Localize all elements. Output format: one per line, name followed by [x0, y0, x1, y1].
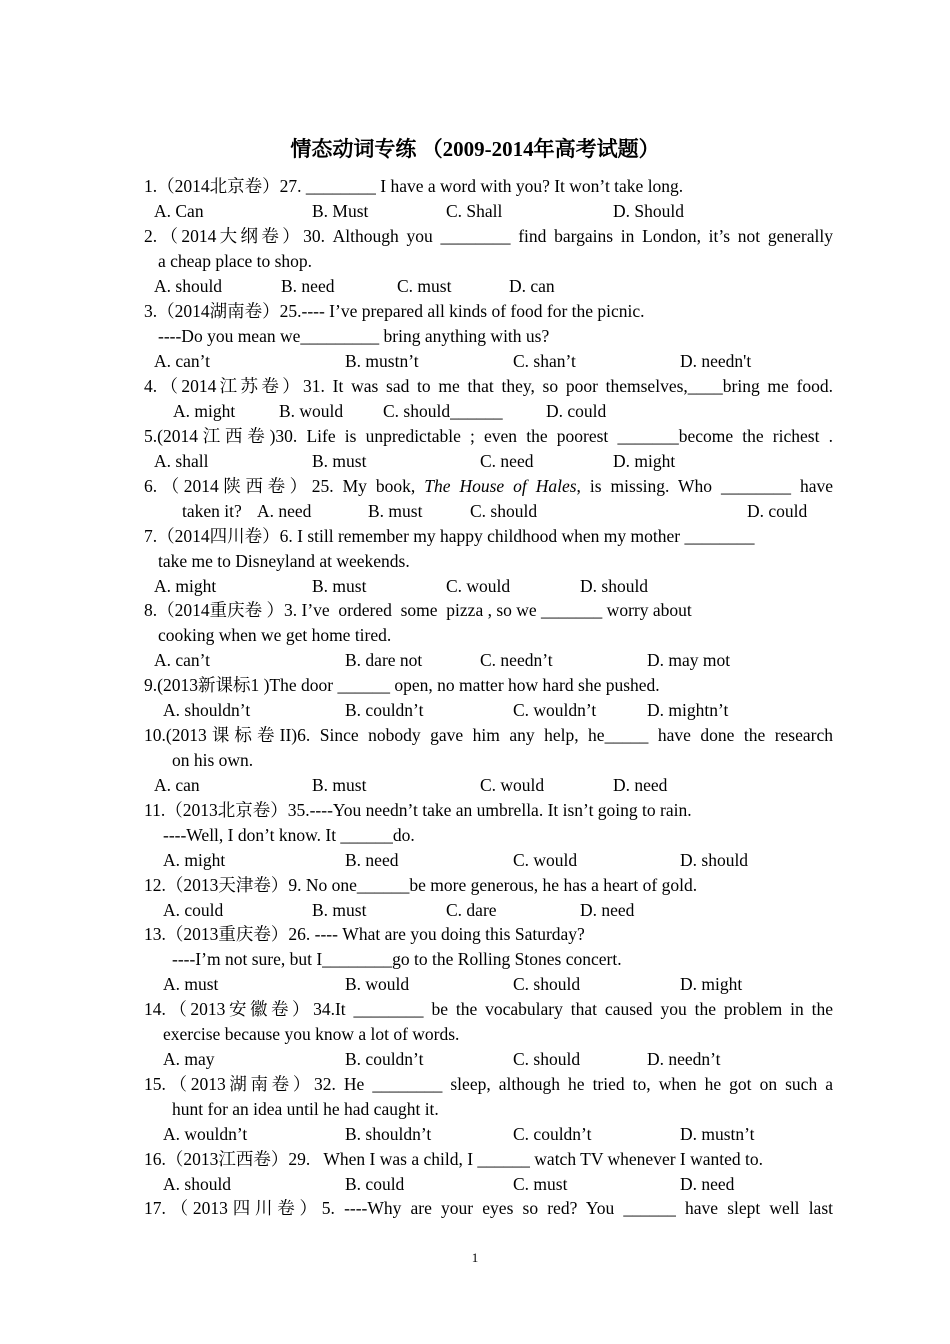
question-1-option-d: D. Should	[613, 201, 684, 221]
question-17-stem: 17.（2013四川卷）5. ----Why are your eyes so red? You ______ have slept well last	[144, 1198, 833, 1218]
question-9-option-d: D. mightn’t	[647, 700, 729, 720]
question-15-stem: 15.（2013湖南卷）32. He ________ sleep, although he tried to, when he got on such a	[144, 1074, 833, 1094]
question-3-option-b: B. mustn’t	[345, 351, 419, 371]
question-10-stem: 10.(2013课标卷II)6. Since nobody gave him any help, he_____ have done the research	[144, 725, 833, 745]
question-7-stem: 7.（2014四川卷）6. I still remember my happy childhood when my mother ________	[144, 526, 755, 546]
question-14-stem-cont: exercise because you know a lot of words.	[163, 1024, 460, 1044]
question-8-stem: 8.（2014重庆卷 ）3. I’ve ordered some pizza , so we _______ worry about	[144, 600, 692, 620]
question-12-option-c: C. dare	[446, 900, 497, 920]
book-title: The House of Hales	[424, 476, 577, 496]
question-13-stem-cont: ----I’m not sure, but I________go to the Rolling Stones concert.	[172, 949, 622, 969]
question-16-option-b: B. could	[345, 1174, 405, 1194]
question-8-option-a: A. can’t	[154, 650, 211, 670]
question-11-stem-cont: ----Well, I don’t know. It ______do.	[163, 825, 415, 845]
question-6-stem-post: , is missing. Who ________ have	[576, 476, 833, 496]
question-5-option-a: A. shall	[154, 451, 209, 471]
question-2-option-c: C. must	[397, 276, 452, 296]
question-12-option-b: B. must	[312, 900, 367, 920]
question-8-option-d: D. may mot	[647, 650, 731, 670]
question-12-option-a: A. could	[163, 900, 224, 920]
question-7-option-a: A. might	[154, 576, 217, 596]
question-5-option-b: B. must	[312, 451, 367, 471]
question-3-option-d: D. needn't	[680, 351, 752, 371]
question-6-option-d: D. could	[747, 501, 808, 521]
question-10-option-d: D. need	[613, 775, 668, 795]
question-13-option-a: A. must	[163, 974, 219, 994]
question-2-option-d: D. can	[509, 276, 555, 296]
question-6-stem-cont: taken it?	[182, 501, 242, 521]
question-1-stem: 1.（2014北京卷）27. ________ I have a word with you? It won’t take long.	[144, 176, 684, 196]
question-15-option-d: D. mustn’t	[680, 1124, 755, 1144]
page-number: 1	[471, 1250, 479, 1265]
question-10-option-c: C. would	[480, 775, 545, 795]
question-14-option-c: C. should	[513, 1049, 581, 1069]
question-3-option-c: C. shan’t	[513, 351, 576, 371]
question-13-option-d: D. might	[680, 974, 743, 994]
question-11-option-a: A. might	[163, 850, 226, 870]
question-3-stem-cont: ----Do you mean we_________ bring anything with us?	[158, 326, 550, 346]
question-7-option-b: B. must	[312, 576, 367, 596]
question-4-stem: 4.（2014江苏卷）31. It was sad to me that they, so poor themselves,____bring me food.	[144, 376, 833, 396]
question-6-option-b: B. must	[368, 501, 423, 521]
question-1-option-b: B. Must	[312, 201, 369, 221]
question-12-option-d: D. need	[580, 900, 635, 920]
question-4-option-b: B. would	[279, 401, 344, 421]
question-9-option-a: A. shouldn’t	[163, 700, 251, 720]
question-6-option-c: C. should	[470, 501, 538, 521]
question-10-option-a: A. can	[154, 775, 200, 795]
question-11-option-d: D. should	[680, 850, 749, 870]
question-6-stem	[144, 475, 833, 497]
question-14-option-a: A. may	[163, 1049, 215, 1069]
question-16-stem: 16.（2013江西卷）29. When I was a child, I ______ watch TV whenever I wanted to.	[144, 1149, 764, 1169]
question-16-option-c: C. must	[513, 1174, 568, 1194]
question-8-stem-cont: cooking when we get home tired.	[158, 625, 392, 645]
question-7-option-c: C. would	[446, 576, 511, 596]
question-15-stem-cont: hunt for an idea until he had caught it.	[172, 1099, 439, 1119]
question-2-stem-cont: a cheap place to shop.	[158, 251, 313, 271]
question-11-stem: 11.（2013北京卷）35.----You needn’t take an umbrella. It isn’t going to rain.	[144, 800, 692, 820]
page-title: 情态动词专练 （2009-2014年高考试题）	[290, 137, 660, 161]
question-4-option-d: D. could	[546, 401, 607, 421]
question-16-option-d: D. need	[680, 1174, 735, 1194]
question-2-stem: 2.（2014大纲卷）30. Although you ________ find bargains in London, it’s not generally	[144, 226, 833, 246]
question-13-option-b: B. would	[345, 974, 410, 994]
question-14-option-d: D. needn’t	[647, 1049, 721, 1069]
question-7-stem-cont: take me to Disneyland at weekends.	[158, 551, 410, 571]
question-1-option-a: A. Can	[154, 201, 204, 221]
question-5-option-d: D. might	[613, 451, 676, 471]
question-10-option-b: B. must	[312, 775, 367, 795]
question-15-option-b: B. shouldn’t	[345, 1124, 432, 1144]
question-3-stem: 3.（2014湖南卷）25.---- I’ve prepared all kinds of food for the picnic.	[144, 301, 645, 321]
question-6-option-a: A. need	[257, 501, 312, 521]
question-1-option-c: C. Shall	[446, 201, 503, 221]
question-5-option-c: C. need	[480, 451, 534, 471]
question-4-option-a: A. might	[173, 401, 236, 421]
question-13-stem: 13.（2013重庆卷）26. ---- What are you doing this Saturday?	[144, 924, 585, 944]
question-3-option-a: A. can’t	[154, 351, 211, 371]
question-9-stem: 9.(2013新课标1 )The door ______ open, no matter how hard she pushed.	[144, 675, 660, 695]
question-16-option-a: A. should	[163, 1174, 232, 1194]
question-13-option-c: C. should	[513, 974, 581, 994]
question-11-option-b: B. need	[345, 850, 399, 870]
question-9-option-b: B. couldn’t	[345, 700, 424, 720]
question-15-option-a: A. wouldn’t	[163, 1124, 248, 1144]
question-12-stem: 12.（2013天津卷）9. No one______be more generous, he has a heart of gold.	[144, 875, 698, 895]
question-11-option-c: C. would	[513, 850, 578, 870]
question-8-option-c: C. needn’t	[480, 650, 553, 670]
question-15-option-c: C. couldn’t	[513, 1124, 592, 1144]
question-2-option-b: B. need	[281, 276, 335, 296]
question-4-option-c: C. should______	[383, 401, 503, 421]
question-10-stem-cont: on his own.	[172, 750, 254, 770]
question-7-option-d: D. should	[580, 576, 649, 596]
question-8-option-b: B. dare not	[345, 650, 423, 670]
question-14-option-b: B. couldn’t	[345, 1049, 424, 1069]
question-5-stem: 5.(2014江西卷)30. Life is unpredictable ; even the poorest _______become the richest .	[144, 426, 833, 446]
question-2-option-a: A. should	[154, 276, 223, 296]
question-9-option-c: C. wouldn’t	[513, 700, 597, 720]
question-14-stem: 14.（2013安徽卷）34.It ________ be the vocabulary that caused you the problem in the	[144, 999, 833, 1019]
question-6-stem-pre: 6.（2014陕西卷）25. My book,	[144, 476, 425, 496]
